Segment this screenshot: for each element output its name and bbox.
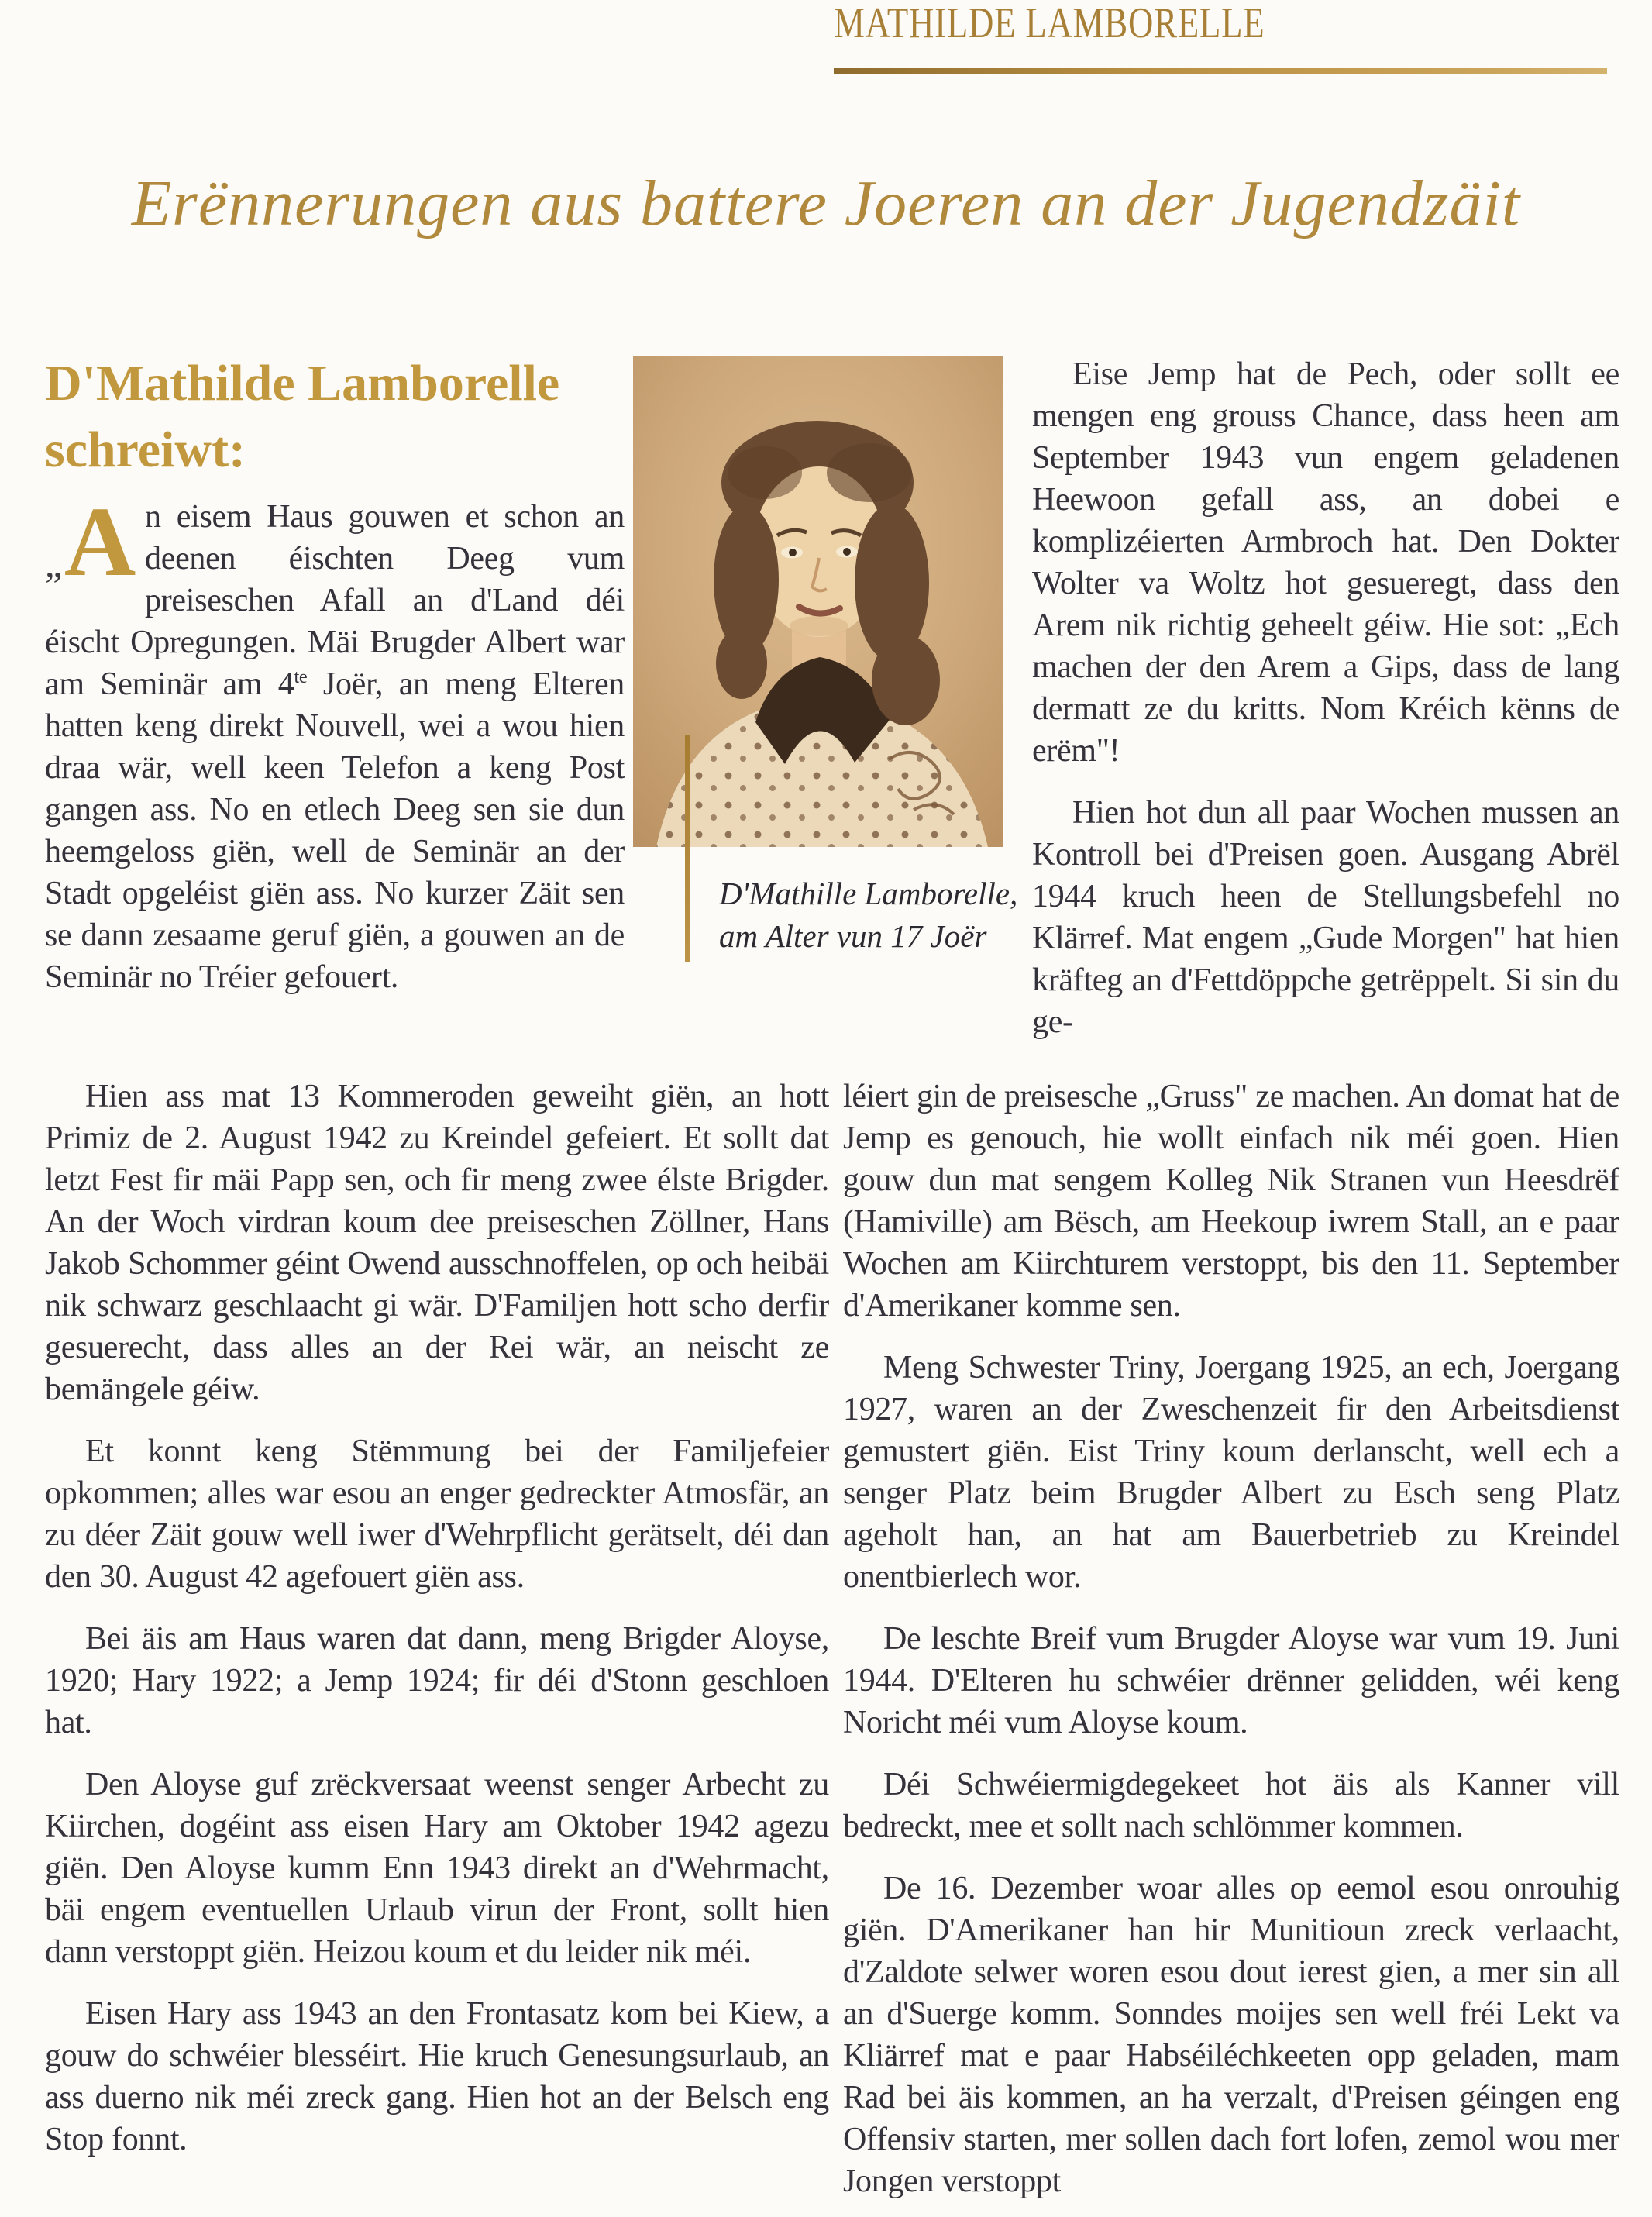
caption-rule bbox=[685, 735, 690, 962]
intro-text: n eisem Haus gouwen et schon an deenen éischten Deeg vum preiseschen Afall an d'Land déi éischt Opregungen. Mäi Brugder Albert war am Seminär am 4 bbox=[45, 499, 625, 702]
section-heading-line-2: schreiwt: bbox=[45, 422, 246, 478]
running-header bbox=[834, 0, 1373, 46]
caption-line-2: am Alter vun 17 Joër bbox=[719, 918, 987, 954]
paragraph: Eisen Hary ass 1943 an den Frontasatz kom bei Kiew, a gouw do schwéier blesséirt. Hie kruch Genesungsurlaub, an ass duerno nik méi zreck gang. Hien hot an der Belsch eng Stop fonnt. bbox=[45, 1996, 829, 2157]
right-column-top bbox=[1032, 353, 1619, 1072]
paragraph: Et konnt keng Stëmmung bei der Familjefeier opkommen; alles war esou an enger gedreckter Atmosfär, an zu déer Zäit gouw well iwer d'Wehrpflicht gerätselt, déi dan den 30. August 42 agefouert giën ass. bbox=[45, 1434, 829, 1595]
paragraph: Bei äis am Haus waren dat dann, meng Brigder Aloyse, 1920; Hary 1922; a Jemp 1924; fir déi d'Stonn geschloen hat. bbox=[45, 1621, 829, 1740]
paragraph: De leschte Breif vum Brugder Aloyse war vum 19. Juni 1944. D'Elteren hu schwéier drënner gelidden, wéi keng Noricht méi vum Aloyse koum. bbox=[843, 1621, 1619, 1740]
header-rule bbox=[834, 68, 1607, 74]
intro-text-continued: Joër, an meng Elteren hatten keng direkt Nouvell, wei a wou hien draa wär, well keen Telefon a keng Post gangen ass. No en etlech Deeg sen sie dun heemgeloss giën, well de Seminär an der Stadt opgeléist giën ass. No kurzer Zäit sen se dann zesaame geruf giën, a gouwen an de Seminär no Tréier gefouert. bbox=[45, 666, 625, 995]
paragraph: Eise Jemp hat de Pech, oder sollt ee mengen eng grouss Chance, dass heen am September 1943 vun engem geladenen Heewoon gefall ass, an dobei e komplizéierten Armbroch hat. Den Dokter Wolter va Woltz hot gesueregt, dass den Arem nik richtig geheelt géiw. Hie sot: „Ech machen der den Arem a Gips, dass de lang dermatt ze du kritts. Nom Kréich kënns de erëm"! bbox=[1032, 356, 1619, 769]
paragraph: Hien hot dun all paar Wochen mussen an Kontroll bei d'Preisen goen. Ausgang Abrël 1944 kruch heen de Stellungsbefehl no Klärref. Mat engem „Gude Morgen" hat hien kräfteg an d'Fettdöppche getrëppelt. Si sin du ge- bbox=[1032, 795, 1619, 1040]
article-title: Erënnerungen aus battere Joeren an der Jugendzäit bbox=[131, 167, 1521, 239]
caption-line-1: D'Mathille Lamborelle, bbox=[719, 876, 1018, 911]
paragraph: Déi Schwéiermigdegekeet hot äis als Kanner vill bedreckt, mee et sollt nach schlömmer kommen. bbox=[843, 1767, 1619, 1844]
left-column-bottom bbox=[45, 1076, 829, 2217]
section-heading-line-1: D'Mathilde Lamborelle bbox=[45, 355, 560, 411]
drop-cap-group bbox=[45, 496, 136, 597]
drop-cap: A bbox=[64, 496, 136, 597]
opening-quote-mark: „ bbox=[45, 542, 62, 585]
ordinal-superscript: te bbox=[294, 666, 308, 687]
paragraph: léiert gin de preisesche „Gruss" ze machen. An domat hat de Jemp es genouch, hie wollt einfach nik méi goen. Hien gouw dun mat sengem Kolleg Nik Stranen vun Heesdrëf (Hamiville) am Bësch, am Heekoup iwrem Stall, an e paar Wochen am Kiirchturem verstoppt, bis den 11. September d'Amerikaner komme sen. bbox=[843, 1079, 1619, 1324]
photo-caption bbox=[719, 873, 1021, 958]
paragraph: Meng Schwester Triny, Joergang 1925, an ech, Joergang 1927, waren an der Zweschenzeit fir den Arbeitsdienst gemustert giën. Eist Triny koum derlanscht, well ech a senger Platz beim Brugder Albert zu Esch seng Platz ageholt han, an hat am Bauerbetrieb zu Kreindel onentbierlech wor. bbox=[843, 1350, 1619, 1595]
section-heading bbox=[45, 350, 622, 484]
paragraph: De 16. Dezember woar alles op eemol esou onrouhig giën. D'Amerikaner han hir Munitioun zreck verlaacht, d'Zaldote selwer woren esou dout ierest gien, a mer sin all an d'Suerge komm. Sonndes moijes sen well fréi Lekt va Kliärref mat e paar Habséiléchkeeten opp geladen, mam Rad bei äis kommen, an ha verzalt, d'Preisen géingen eng Offensiv starten, mer sollen dach fort lofen, zemol wou mer Jongen verstoppt bbox=[843, 1871, 1619, 2199]
running-header-title: MATHILDE LAMBORELLE bbox=[834, 0, 1265, 47]
paragraph: Den Aloyse guf zrëckversaat weenst senger Arbecht zu Kiirchen, dogéint ass eisen Hary am Oktober 1942 agezu giën. Den Aloyse kumm Enn 1943 direkt an d'Wehrmacht, bäi engem eventuellen Urlaub virun der Front, sollt hien dann verstoppt giën. Heizou koum et du leider nik méi. bbox=[45, 1767, 829, 1970]
intro-paragraph bbox=[45, 496, 625, 1072]
right-column-bottom bbox=[843, 1076, 1619, 2217]
paragraph: Hien ass mat 13 Kommeroden geweiht giën, an hott Primiz de 2. August 1942 zu Kreindel gefeiert. Et sollt dat letzt Fest fir mäi Papp sen, och fir meng zwee élste Brigder. An der Woch virdran koum dee preiseschen Zöllner, Hans Jakob Schommer géint Owend ausschnoffelen, op och heibäi nik schwarz geschlaacht gi wär. D'Familjen hott scho derfir gesuerecht, dass alles an der Rei wär, an neischt ze bemängele géiw. bbox=[45, 1079, 829, 1407]
